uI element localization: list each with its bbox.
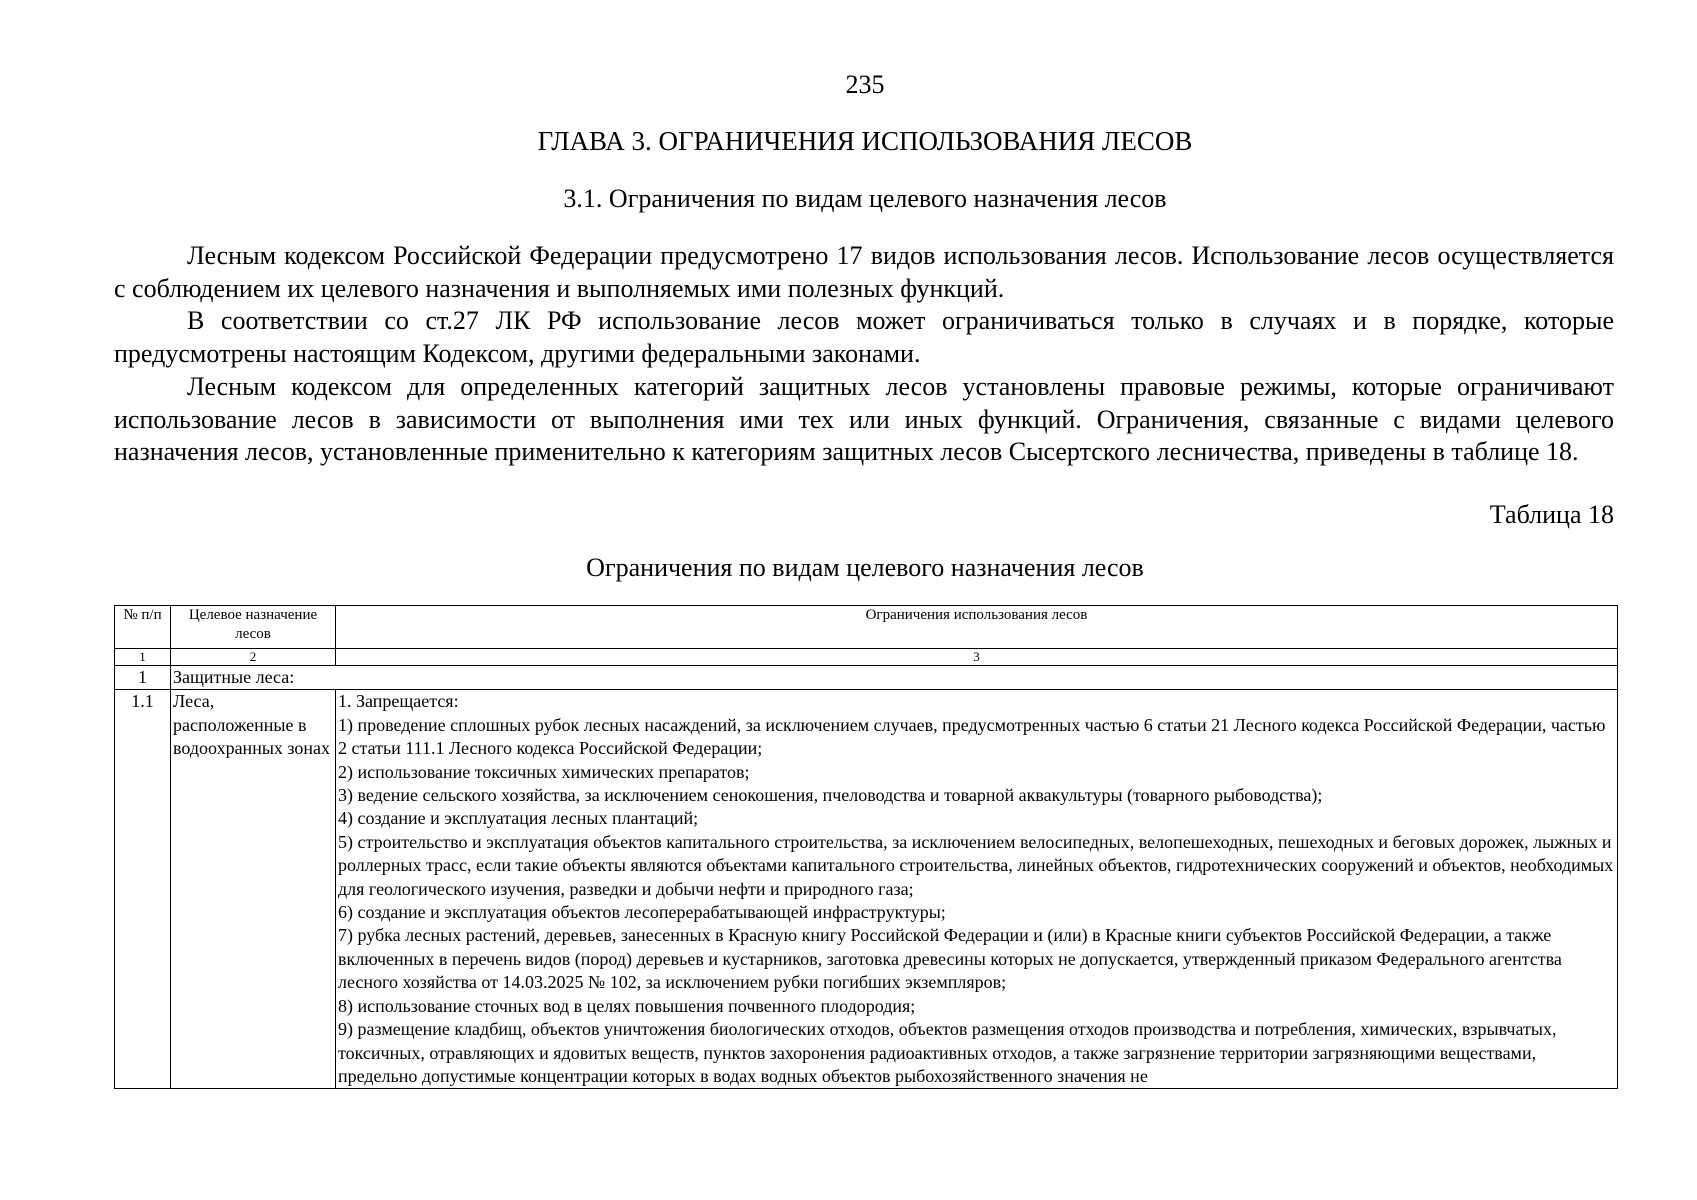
restriction-item: 4) создание и эксплуатация лесных плантаций; [338,808,699,829]
restriction-item: включенных в перечень видов (пород) деревьев и кустарников, заготовка древесины которых не допускается, утвержденный приказом Федерального агентства лесного хозяйства от 14.03.2025 № 102, за исключением рубки погибших экземпляров; [338,948,1562,993]
column-number: 3 [336,649,1618,666]
header-cell-purpose: Целевое назначение лесов [171,606,336,649]
chapter-title: ГЛАВА 3. ОГРАНИЧЕНИЯ ИСПОЛЬЗОВАНИЯ ЛЕСОВ [537,126,1193,156]
section-title: 3.1. Ограничения по видам целевого назначения лесов [563,184,1167,213]
restriction-item: 1) проведение сплошных рубок лесных насаждений, за исключением случаев, предусмотренных частью 6 статьи 21 Лесного кодекса Российской Федерации, частью 2 статьи 111.1 Лесного кодекса Российской Федерации; [338,714,1606,759]
row-purpose: Леса, расположенные в водоохранных зонах [171,690,336,1089]
group-row [115,666,1618,690]
restriction-item: 2) использование токсичных химических препаратов; [338,761,750,782]
table-caption: Таблица 18 [1489,500,1614,529]
table-title: Ограничения по видам целевого назначения лесов [586,553,1144,582]
paragraph: Лесным кодексом для определенных категорий защитных лесов установлены правовые режимы, которые ограничивают использование лесов в зависимости от выполнения ими тех или иных функций. Ограничения, связанные с видами целевого назначения лесов, установленные применительно к категориям защитных лесов Сысертского лесничества, приведены в таблице 18. [114,371,1614,467]
group-label: Защитные леса: [171,666,1618,690]
page-number: 235 [845,70,885,99]
table-header-row [115,606,1618,649]
group-number: 1 [115,666,171,690]
row-number: 1.1 [115,690,171,1089]
paragraph: Лесным кодексом Российской Федерации предусмотрено 17 видов использования лесов. Использование лесов осуществляется с соблюдением их целевого назначения и выполняемых ими полезных функций. [114,241,1614,303]
column-number: 1 [115,649,171,666]
restriction-item: 3) ведение сельского хозяйства, за исключением сенокошения, пчеловодства и товарной аквакультуры (товарного рыбоводства); [338,785,1323,806]
restriction-item: 6) создание и эксплуатация объектов лесоперерабатывающей инфраструктуры; [338,902,946,923]
body-text [114,240,1614,469]
restriction-item: 5) строительство и эксплуатация объектов капитального строительства, за исключением велосипедных, велопешеходных, пешеходных и беговых дорожек, лыжных и роллерных трасс, если такие объекты являются объектами капитального строительства, линейных объектов, гидротехнических сооружений и объектов, необходимых для геологического изучения, разведки и добычи нефти и природного газа; [338,831,1614,899]
row-restrictions [336,690,1618,1089]
paragraph: В соответствии со ст.27 ЛК РФ использование лесов может ограничиваться только в случаях и в порядке, которые предусмотрены настоящим Кодексом, другими федеральными законами. [114,306,1614,369]
header-cell-number: № п/п [115,606,171,649]
restriction-item: 1. Запрещается: [338,691,459,712]
restrictions-table [114,605,1618,1089]
column-number: 2 [171,649,336,666]
column-number-row [115,649,1618,666]
table-row [115,690,1618,1089]
restriction-item: 7) рубка лесных растений, деревьев, занесенных в Красную книгу Российской Федерации и (или) в Красные книги субъектов Российской Федерации, а также [338,925,1552,946]
header-cell-restrictions: Ограничения использования лесов [336,606,1618,649]
restriction-item: 9) размещение кладбищ, объектов уничтожения биологических отходов, объектов размещения отходов производства и потребления, химических, взрывчатых, токсичных, отравляющих и ядовитых веществ, пунктов захоронения радиоактивных отходов, а также загрязнение территории загрязняющими веществами, предельно допустимые концентрации которых в водах водных объектов рыбохозяйственного значения не [338,1019,1557,1086]
restriction-item: 8) использование сточных вод в целях повышения почвенного плодородия; [338,995,916,1016]
